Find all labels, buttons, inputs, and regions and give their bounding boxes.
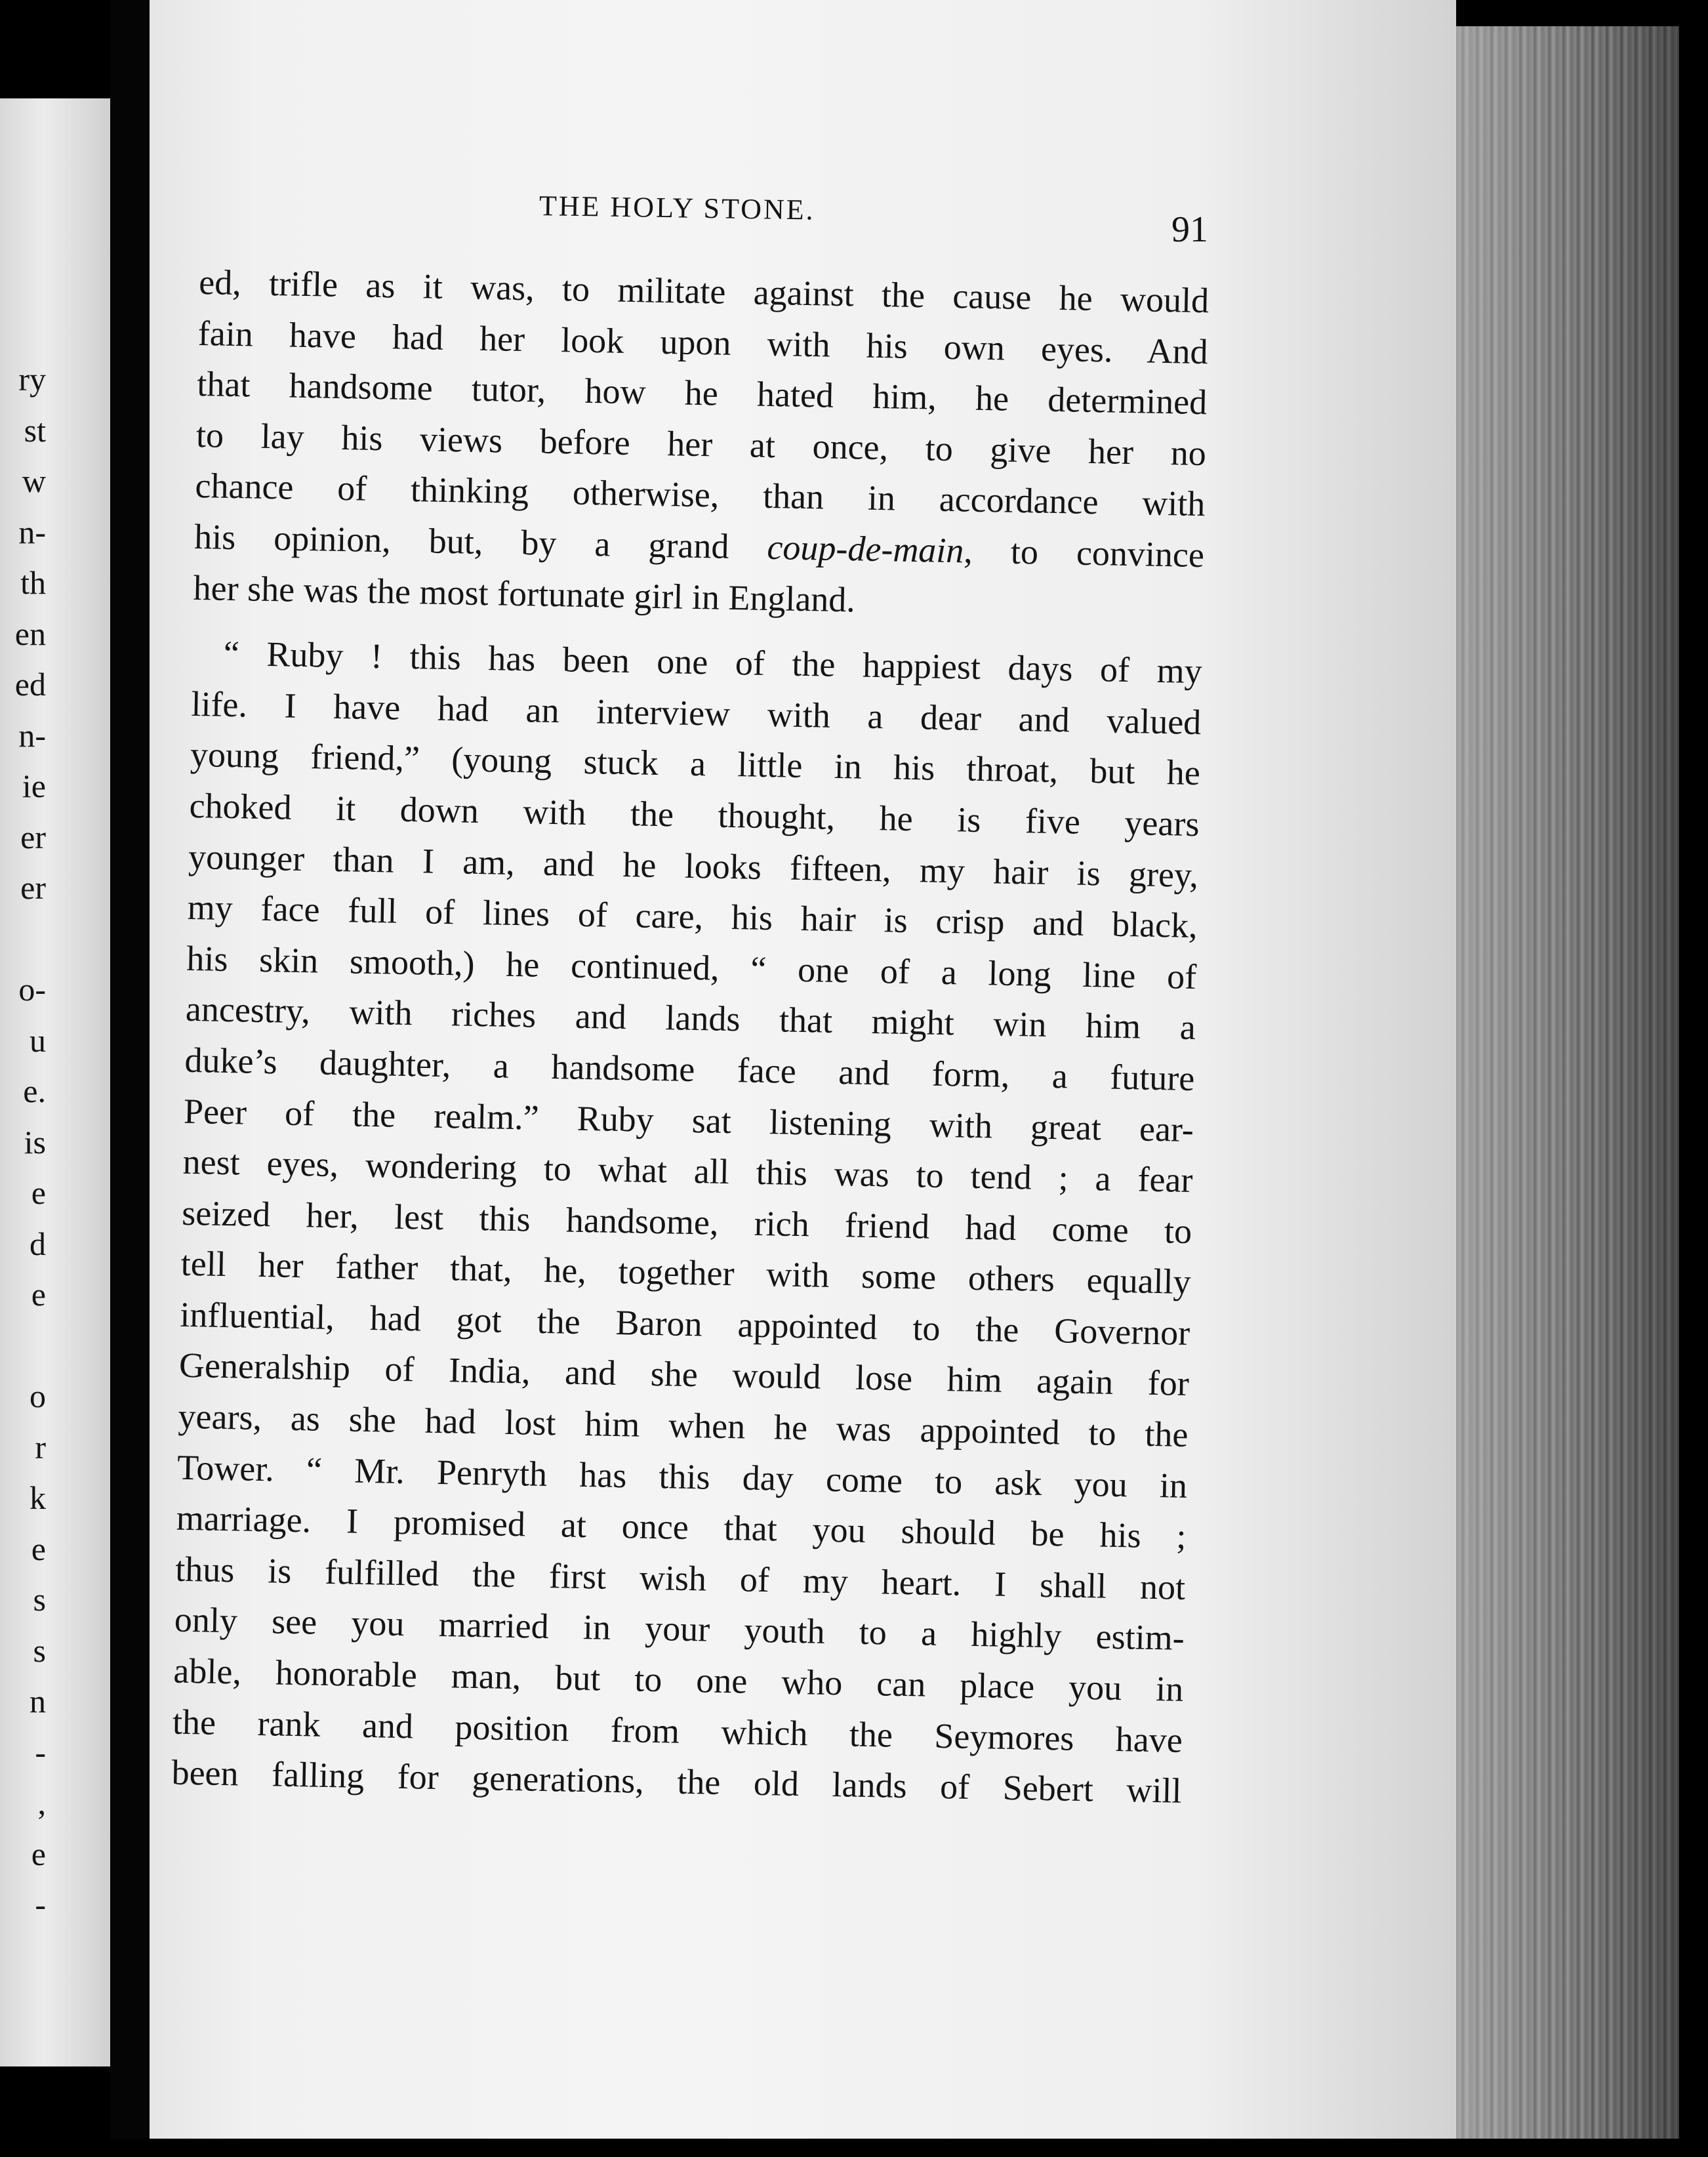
previous-page-fragment: er	[20, 869, 46, 906]
text-line: ancestry, with riches and lands that might win him a	[185, 989, 1196, 1048]
text-line: choked it down with the thought, he is five years	[189, 785, 1200, 844]
previous-page-fragment	[0, 1321, 46, 1372]
text-line: seized her, lest this handsome, rich friend had come to	[181, 1193, 1192, 1251]
previous-page-fragment: -	[35, 1733, 46, 1771]
previous-page-fragment: th	[20, 564, 46, 601]
text-line: Peer of the realm.” Ruby sat listening with great ear-	[183, 1091, 1194, 1149]
previous-page-fragment: o	[30, 1378, 46, 1414]
previous-page-fragment: e.	[23, 1073, 46, 1109]
previous-page-fragment: ie	[22, 768, 46, 804]
text-line: his skin smooth,) he continued, “ one of a long line of	[186, 938, 1197, 996]
text-line: nest eyes, wondering to what all this was to tend ; a fear	[182, 1141, 1194, 1201]
bottom-border	[0, 2139, 1708, 2157]
previous-page-fragment: ed	[14, 666, 46, 703]
body-text	[171, 257, 1210, 1817]
previous-page-fragment	[0, 914, 46, 965]
text-line: years, as she had lost him when he was appointed to the	[178, 1396, 1189, 1454]
text-line: his opinion, but, by a grand coup-de-main, to convince	[193, 516, 1205, 575]
previous-page-fragment: er	[20, 818, 46, 855]
previous-page-fragment: s	[33, 1632, 46, 1669]
text-line: Tower. “ Mr. Penryth has this day come to ask you in	[176, 1447, 1188, 1506]
previous-page-fragment: -	[35, 1886, 46, 1923]
previous-page-fragment: n-	[18, 716, 46, 754]
previous-page-fragment: e	[31, 1174, 46, 1211]
right-border	[1679, 0, 1708, 2157]
running-head: THE HOLY STONE.	[539, 190, 816, 226]
text-line: able, honorable man, but to one who can place you in	[173, 1651, 1184, 1709]
text-line: chance of thinking otherwise, than in accordance with	[195, 466, 1206, 524]
previous-page-edge	[0, 98, 110, 2066]
text-line: “ Ruby ! this has been one of the happiest days of my	[223, 633, 1203, 691]
previous-page-fragment: e	[31, 1835, 46, 1872]
text-line: tell her father that, he, together with some others equally	[180, 1244, 1192, 1302]
text-line: thus is fulfilled the first wish of my heart. I shall not	[174, 1549, 1186, 1607]
previous-page-fragment: d	[30, 1225, 46, 1262]
previous-page-fragment: n-	[18, 513, 46, 550]
previous-page-fragment: n	[30, 1683, 46, 1719]
previous-page-fragment: e	[31, 1530, 46, 1567]
text-line: been falling for generations, the old lands of Sebert will	[171, 1752, 1182, 1811]
text-line: that handsome tutor, how he hated him, he determined	[196, 364, 1208, 422]
previous-page-fragment: s	[33, 1581, 46, 1618]
text-line: the rank and position from which the Seymores have	[172, 1702, 1183, 1760]
previous-page-text-fragments	[0, 354, 46, 1931]
previous-page-fragment: u	[30, 1021, 46, 1059]
book-gutter	[110, 0, 150, 2157]
previous-page-fragment: k	[30, 1479, 46, 1516]
text-line: Generalship of India, and she would lose him again for	[178, 1346, 1190, 1404]
text-line: life. I have had an interview with a dear and valued	[190, 684, 1202, 742]
text-line: only see you married in your youth to a highly estim-	[174, 1600, 1185, 1658]
previous-page-fragment: st	[24, 411, 46, 449]
text-line: ed, trifle as it was, to militate against the cause he would	[198, 262, 1210, 321]
previous-page-fragment: r	[35, 1428, 46, 1466]
previous-page-fragment: w	[22, 462, 46, 499]
text-line: duke’s daughter, a handsome face and form, a future	[184, 1040, 1195, 1098]
text-line: fain have had her look upon with his own eyes. And	[197, 313, 1209, 371]
previous-page-fragment: e	[31, 1276, 46, 1313]
text-line: young friend,” (young stuck a little in his throat, but he	[190, 735, 1201, 793]
previous-page-fragment: is	[24, 1123, 46, 1161]
previous-page-fragment: en	[14, 615, 46, 652]
text-line: younger than I am, and he looks fifteen, my hair is grey,	[188, 836, 1199, 895]
text-line: to lay his views before her at once, to give her no	[195, 415, 1207, 473]
page-edges-shade	[1456, 26, 1679, 2145]
text-line: my face full of lines of care, his hair is crisp and black,	[187, 887, 1198, 946]
previous-page-fragment: ry	[18, 361, 46, 398]
page-number: 91	[1171, 209, 1208, 250]
text-line: influential, had got the Baron appointed to the Governor	[179, 1294, 1190, 1353]
previous-page-fragment: ,	[37, 1784, 46, 1821]
text-line: marriage. I promised at once that you should be his ;	[176, 1498, 1187, 1557]
previous-page-fragment: o-	[18, 971, 46, 1008]
text-line: her she was the most fortunate girl in England.	[193, 567, 856, 619]
